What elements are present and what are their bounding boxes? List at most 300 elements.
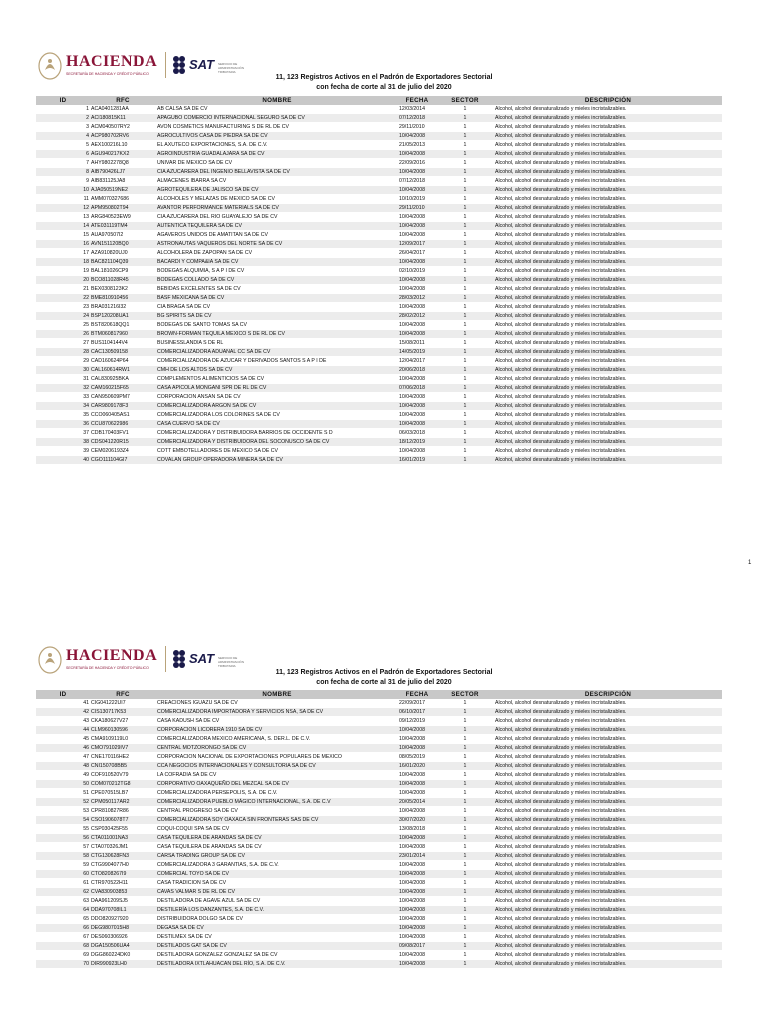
cell-rfc: CTO8208267I9	[90, 870, 156, 879]
cell-fecha: 28/02/2012	[398, 312, 436, 321]
cell-nombre: CIA AZUCARERA DEL RIO GUAYALEJO SA DE CV	[156, 213, 398, 222]
cell-descripcion: Alcohol, alcohol desnaturalizado y mieles incristalizables.	[494, 150, 722, 159]
cell-descripcion: Alcohol, alcohol desnaturalizado y mieles incristalizables.	[494, 807, 722, 816]
cell-descripcion: Alcohol, alcohol desnaturalizado y mieles incristalizables.	[494, 204, 722, 213]
cell-rfc: CPR810827R86	[90, 807, 156, 816]
cell-fecha: 09/12/2019	[398, 717, 436, 726]
table-row	[36, 753, 722, 762]
cell-sector: 1	[436, 897, 494, 906]
cell-fecha: 06/10/2017	[398, 708, 436, 717]
cell-id: 49	[36, 771, 90, 780]
cell-descripcion: Alcohol, alcohol desnaturalizado y mieles incristalizables.	[494, 222, 722, 231]
table-row	[36, 330, 722, 339]
cell-rfc: ACA0401281AA	[90, 105, 156, 114]
cell-nombre: CORPORATIVO OAXAQUEÑO DEL MEZCAL SA DE CV	[156, 780, 398, 789]
cell-id: 4	[36, 132, 90, 141]
cell-descripcion: Alcohol, alcohol desnaturalizado y mieles incristalizables.	[494, 276, 722, 285]
cell-sector: 1	[436, 159, 494, 168]
cell-rfc: AEX100216L10	[90, 141, 156, 150]
cell-id: 19	[36, 267, 90, 276]
table-row	[36, 816, 722, 825]
cell-fecha: 10/04/2008	[398, 915, 436, 924]
cell-descripcion: Alcohol, alcohol desnaturalizado y mieles incristalizables.	[494, 168, 722, 177]
cell-fecha: 10/04/2008	[398, 888, 436, 897]
cell-nombre: AGROINDUSTRIA GUADALAJARA SA DE CV	[156, 150, 398, 159]
table-row	[36, 429, 722, 438]
table-row	[36, 141, 722, 150]
cell-fecha: 28/03/2012	[398, 294, 436, 303]
cell-descripcion: Alcohol, alcohol desnaturalizado y mieles incristalizables.	[494, 888, 722, 897]
cell-sector: 1	[436, 780, 494, 789]
cell-rfc: CNE170116HE2	[90, 753, 156, 762]
cell-rfc: BME810910456	[90, 294, 156, 303]
title-line-2: con fecha de corte al 31 de julio del 2020	[316, 84, 452, 91]
cell-descripcion: Alcohol, alcohol desnaturalizado y mieles incristalizables.	[494, 780, 722, 789]
cell-id: 16	[36, 240, 90, 249]
cell-nombre: DESTILADORA DE AGAVE AZUL SA DE CV	[156, 897, 398, 906]
cell-fecha: 10/04/2008	[398, 870, 436, 879]
cell-rfc: CCU870622986	[90, 420, 156, 429]
table-row	[36, 195, 722, 204]
cell-id: 13	[36, 213, 90, 222]
table-row	[36, 240, 722, 249]
cell-nombre: AGROTEQUILERA DE JALISCO SA DE CV	[156, 186, 398, 195]
column-header-sector: SECTOR	[436, 690, 494, 699]
cell-rfc: CAN950609PM7	[90, 393, 156, 402]
cell-nombre: COMERCIALIZADORA DE AZUCAR Y DERIVADOS SANTOS S A P I DE	[156, 357, 398, 366]
cell-id: 50	[36, 780, 90, 789]
cell-sector: 1	[436, 753, 494, 762]
cell-nombre: CASA TRADICION SA DE CV	[156, 879, 398, 888]
cell-descripcion: Alcohol, alcohol desnaturalizado y mieles incristalizables.	[494, 879, 722, 888]
cell-fecha: 10/04/2008	[398, 771, 436, 780]
cell-fecha: 10/04/2008	[398, 447, 436, 456]
cell-id: 2	[36, 114, 90, 123]
table-header-row	[36, 96, 722, 105]
table-row	[36, 960, 722, 969]
cell-fecha: 12/09/2017	[398, 240, 436, 249]
cell-rfc: CIS130717K53	[90, 708, 156, 717]
table-row	[36, 735, 722, 744]
cell-nombre: COQUI-COQUI SPA SA DE CV	[156, 825, 398, 834]
cell-descripcion: Alcohol, alcohol desnaturalizado y mieles incristalizables.	[494, 330, 722, 339]
cell-nombre: BODEGAS COLLADO SA DE CV	[156, 276, 398, 285]
cell-sector: 1	[436, 276, 494, 285]
cell-fecha: 12/03/2014	[398, 105, 436, 114]
cell-descripcion: Alcohol, alcohol desnaturalizado y mieles incristalizables.	[494, 321, 722, 330]
cell-nombre: CIA BRAGA SA DE CV	[156, 303, 398, 312]
cell-descripcion: Alcohol, alcohol desnaturalizado y mieles incristalizables.	[494, 708, 722, 717]
table-row	[36, 159, 722, 168]
cell-id: 43	[36, 717, 90, 726]
cell-id: 25	[36, 321, 90, 330]
cell-id: 23	[36, 303, 90, 312]
table-row	[36, 321, 722, 330]
cell-fecha: 10/04/2008	[398, 186, 436, 195]
cell-fecha: 10/04/2008	[398, 231, 436, 240]
cell-id: 61	[36, 879, 90, 888]
cell-fecha: 18/12/2019	[398, 438, 436, 447]
column-header-id: ID	[36, 96, 90, 105]
cell-descripcion: Alcohol, alcohol desnaturalizado y mieles incristalizables.	[494, 726, 722, 735]
cell-rfc: BST820618QQ1	[90, 321, 156, 330]
cell-fecha: 10/04/2008	[398, 780, 436, 789]
cell-descripcion: Alcohol, alcohol desnaturalizado y mieles incristalizables.	[494, 735, 722, 744]
cell-nombre: AGAVEROS UNIDOS DE AMATITAN SA DE CV	[156, 231, 398, 240]
cell-sector: 1	[436, 924, 494, 933]
cell-id: 58	[36, 852, 90, 861]
cell-fecha: 10/04/2008	[398, 807, 436, 816]
cell-id: 31	[36, 375, 90, 384]
cell-sector: 1	[436, 240, 494, 249]
cell-rfc: CAC130509158	[90, 348, 156, 357]
cell-id: 46	[36, 744, 90, 753]
cell-sector: 1	[436, 321, 494, 330]
column-header-id: ID	[36, 690, 90, 699]
cell-sector: 1	[436, 825, 494, 834]
cell-rfc: CAL830925BKA	[90, 375, 156, 384]
cell-sector: 1	[436, 150, 494, 159]
cell-rfc: CDS041220R15	[90, 438, 156, 447]
cell-rfc: CEM0206193Z4	[90, 447, 156, 456]
cell-nombre: APAGUBO COMERCIO INTERNACIONAL SEGURO SA DE CV	[156, 114, 398, 123]
cell-descripcion: Alcohol, alcohol desnaturalizado y mieles incristalizables.	[494, 312, 722, 321]
cell-id: 56	[36, 834, 90, 843]
page-number: 1	[748, 560, 752, 566]
cell-fecha: 10/04/2008	[398, 393, 436, 402]
cell-nombre: ALMACENES IBARRA SA CV	[156, 177, 398, 186]
cell-sector: 1	[436, 420, 494, 429]
cell-nombre: COMERCIALIZADORA Y DISTRIBUIDORA DEL SOCONUSCO SA DE CV	[156, 438, 398, 447]
cell-fecha: 10/04/2008	[398, 132, 436, 141]
cell-sector: 1	[436, 285, 494, 294]
table-row	[36, 312, 722, 321]
cell-nombre: COMERCIALIZADORA SOY OAXACA SIN FRONTERAS SAS DE CV	[156, 816, 398, 825]
cell-nombre: BUSINESSLANDIA S DE RL	[156, 339, 398, 348]
table-row	[36, 924, 722, 933]
cell-rfc: ARG840523EW9	[90, 213, 156, 222]
cell-sector: 1	[436, 456, 494, 465]
cell-rfc: AZA910820UJ0	[90, 249, 156, 258]
column-header-rfc: RFC	[90, 690, 156, 699]
cell-nombre: COMERCIALIZADORA IMPORTADORA Y SERVICIOS NSA, SA DE CV	[156, 708, 398, 717]
table-row	[36, 798, 722, 807]
cell-fecha: 08/05/2019	[398, 753, 436, 762]
cell-rfc: DAA961209SJ5	[90, 897, 156, 906]
cell-nombre: CASA TEQUILERA DE ARANDAS SA DE CV	[156, 834, 398, 843]
title-line-2: con fecha de corte al 31 de julio del 2020	[316, 679, 452, 686]
cell-fecha: 10/04/2008	[398, 744, 436, 753]
cell-fecha: 06/03/2018	[398, 429, 436, 438]
cell-nombre: DESTILMEX SA DE CV	[156, 933, 398, 942]
cell-rfc: CSP030425F55	[90, 825, 156, 834]
hacienda-subtitle: SECRETARÍA DE HACIENDA Y CRÉDITO PÚBLICO	[66, 666, 149, 670]
cell-id: 22	[36, 294, 90, 303]
cell-sector: 1	[436, 168, 494, 177]
cell-sector: 1	[436, 258, 494, 267]
cell-sector: 1	[436, 411, 494, 420]
cell-sector: 1	[436, 177, 494, 186]
cell-nombre: CREACIONES IGUAZU SA DE CV	[156, 699, 398, 708]
cell-sector: 1	[436, 375, 494, 384]
title-line-1: 11, 123 Registros Activos en el Padrón de Exportadores Sectorial	[275, 74, 493, 81]
cell-fecha: 10/04/2008	[398, 906, 436, 915]
cell-rfc: BCO811028R45	[90, 276, 156, 285]
cell-nombre: COMPLEMENTOS ALIMENTICIOS SA DE CV	[156, 375, 398, 384]
cell-fecha: 10/04/2008	[398, 303, 436, 312]
cell-id: 8	[36, 168, 90, 177]
column-header-descripcion: DESCRIPCIÓN	[494, 96, 722, 105]
cell-rfc: AGU940217KX2	[90, 150, 156, 159]
cell-id: 14	[36, 222, 90, 231]
cell-fecha: 15/08/2011	[398, 339, 436, 348]
cell-descripcion: Alcohol, alcohol desnaturalizado y mieles incristalizables.	[494, 438, 722, 447]
cell-id: 64	[36, 906, 90, 915]
cell-sector: 1	[436, 834, 494, 843]
cell-fecha: 10/04/2008	[398, 960, 436, 969]
cell-descripcion: Alcohol, alcohol desnaturalizado y mieles incristalizables.	[494, 861, 722, 870]
cell-nombre: AB CALSA SA DE CV	[156, 105, 398, 114]
cell-id: 40	[36, 456, 90, 465]
cell-descripcion: Alcohol, alcohol desnaturalizado y mieles incristalizables.	[494, 771, 722, 780]
table-row	[36, 294, 722, 303]
table-row	[36, 807, 722, 816]
table-row	[36, 438, 722, 447]
cell-fecha: 14/05/2019	[398, 348, 436, 357]
cell-descripcion: Alcohol, alcohol desnaturalizado y mieles incristalizables.	[494, 789, 722, 798]
cell-sector: 1	[436, 699, 494, 708]
cell-rfc: BUS1104144V4	[90, 339, 156, 348]
cell-id: 65	[36, 915, 90, 924]
cell-nombre: AVON COSMETICS MANUFACTURING S DE RL DE CV	[156, 123, 398, 132]
cell-descripcion: Alcohol, alcohol desnaturalizado y mieles incristalizables.	[494, 834, 722, 843]
table-row	[36, 708, 722, 717]
cell-id: 47	[36, 753, 90, 762]
cell-descripcion: Alcohol, alcohol desnaturalizado y mieles incristalizables.	[494, 717, 722, 726]
cell-sector: 1	[436, 141, 494, 150]
cell-nombre: BODEGAS DE SANTO TOMAS SA CV	[156, 321, 398, 330]
cell-rfc: AUA970507I2	[90, 231, 156, 240]
cell-id: 28	[36, 348, 90, 357]
column-header-rfc: RFC	[90, 96, 156, 105]
cell-rfc: CPM050117AR2	[90, 798, 156, 807]
cell-nombre: COVALAN GROUP OPERADORA MINERA SA DE CV	[156, 456, 398, 465]
column-header-fecha: FECHA	[398, 690, 436, 699]
registry-table	[36, 690, 722, 969]
cell-nombre: ALCOHOLERA DE ZAPOPAN SA DE CV	[156, 249, 398, 258]
cell-rfc: CTR970522H11	[90, 879, 156, 888]
cell-sector: 1	[436, 906, 494, 915]
cell-fecha: 22/09/2017	[398, 699, 436, 708]
cell-nombre: DESTILADOS GAT SA DE CV	[156, 942, 398, 951]
cell-id: 27	[36, 339, 90, 348]
table-row	[36, 852, 722, 861]
cell-rfc: DDO820927920	[90, 915, 156, 924]
cell-sector: 1	[436, 771, 494, 780]
cell-descripcion: Alcohol, alcohol desnaturalizado y mieles incristalizables.	[494, 213, 722, 222]
table-row	[36, 762, 722, 771]
table-row	[36, 150, 722, 159]
cell-nombre: BODEGAS ALQUIMIA, S A P I DE CV	[156, 267, 398, 276]
cell-id: 7	[36, 159, 90, 168]
cell-fecha: 10/04/2008	[398, 285, 436, 294]
cell-nombre: CENTRAL PROGRESO SA DE CV	[156, 807, 398, 816]
cell-sector: 1	[436, 294, 494, 303]
cell-rfc: AJA050519NE2	[90, 186, 156, 195]
cell-sector: 1	[436, 384, 494, 393]
cell-sector: 1	[436, 186, 494, 195]
cell-sector: 1	[436, 735, 494, 744]
cell-descripcion: Alcohol, alcohol desnaturalizado y mieles incristalizables.	[494, 420, 722, 429]
cell-descripcion: Alcohol, alcohol desnaturalizado y mieles incristalizables.	[494, 744, 722, 753]
cell-nombre: COMERCIALIZADORA 3 GARANTIAS, S.A. DE C.V.	[156, 861, 398, 870]
cell-fecha: 21/05/2013	[398, 141, 436, 150]
table-row	[36, 357, 722, 366]
cell-nombre: COMERCIALIZADORA LOS COLORINES SA DE CV	[156, 411, 398, 420]
cell-rfc: BAC821104Q39	[90, 258, 156, 267]
cell-nombre: CASA CUERVO SA DE CV	[156, 420, 398, 429]
cell-rfc: CLM960130596	[90, 726, 156, 735]
sat-wordmark: SAT	[189, 57, 215, 72]
cell-descripcion: Alcohol, alcohol desnaturalizado y mieles incristalizables.	[494, 411, 722, 420]
table-row	[36, 834, 722, 843]
sat-subtitle: SERVICIO DE ADMINISTRACIÓN TRIBUTARIA	[218, 62, 245, 74]
cell-rfc: CPE070515LB7	[90, 789, 156, 798]
cell-rfc: CAM160215F65	[90, 384, 156, 393]
cell-fecha: 10/04/2008	[398, 735, 436, 744]
cell-nombre: CENTRAL MOTZORONGO SA DE CV	[156, 744, 398, 753]
cell-rfc: DGA150506UA4	[90, 942, 156, 951]
cell-id: 20	[36, 276, 90, 285]
cell-rfc: ACP980702RV6	[90, 132, 156, 141]
column-header-sector: SECTOR	[436, 96, 494, 105]
cell-sector: 1	[436, 330, 494, 339]
table-row	[36, 375, 722, 384]
cell-id: 39	[36, 447, 90, 456]
cell-descripcion: Alcohol, alcohol desnaturalizado y mieles incristalizables.	[494, 798, 722, 807]
cell-descripcion: Alcohol, alcohol desnaturalizado y mieles incristalizables.	[494, 177, 722, 186]
cell-id: 59	[36, 861, 90, 870]
table-row	[36, 717, 722, 726]
cell-sector: 1	[436, 447, 494, 456]
cell-rfc: CAD160624P64	[90, 357, 156, 366]
table-row	[36, 348, 722, 357]
table-row	[36, 231, 722, 240]
table-row	[36, 888, 722, 897]
cell-rfc: CTA070326JM1	[90, 843, 156, 852]
cell-fecha: 10/04/2008	[398, 411, 436, 420]
cell-nombre: COMERCIALIZADORA MEXICO AMERICANA, S. DER.L. DE C.V.	[156, 735, 398, 744]
cell-rfc: DGG860224DK0	[90, 951, 156, 960]
cell-id: 32	[36, 384, 90, 393]
cell-sector: 1	[436, 267, 494, 276]
cell-nombre: CASA APICOLA MONGANI SPR DE RL DE CV	[156, 384, 398, 393]
cell-descripcion: Alcohol, alcohol desnaturalizado y mieles incristalizables.	[494, 357, 722, 366]
cell-rfc: CDB170403FV1	[90, 429, 156, 438]
cell-rfc: CSO1906078T7	[90, 816, 156, 825]
cell-rfc: AVN151120BQ0	[90, 240, 156, 249]
cell-sector: 1	[436, 726, 494, 735]
cell-descripcion: Alcohol, alcohol desnaturalizado y mieles incristalizables.	[494, 114, 722, 123]
cell-descripcion: Alcohol, alcohol desnaturalizado y mieles incristalizables.	[494, 231, 722, 240]
cell-fecha: 07/12/2018	[398, 114, 436, 123]
cell-descripcion: Alcohol, alcohol desnaturalizado y mieles incristalizables.	[494, 186, 722, 195]
cell-descripcion: Alcohol, alcohol desnaturalizado y mieles incristalizables.	[494, 294, 722, 303]
cell-id: 41	[36, 699, 90, 708]
cell-nombre: COMERCIALIZADORA ADUANAL CC SA DE CV	[156, 348, 398, 357]
cell-sector: 1	[436, 366, 494, 375]
cell-id: 57	[36, 843, 90, 852]
table-row	[36, 105, 722, 114]
cell-nombre: ALCOHOLES Y MELAZAS DE MEXICO SA DE CV	[156, 195, 398, 204]
cell-rfc: CAR9809178F3	[90, 402, 156, 411]
cell-descripcion: Alcohol, alcohol desnaturalizado y mieles incristalizables.	[494, 897, 722, 906]
table-row	[36, 384, 722, 393]
cell-fecha: 10/04/2008	[398, 168, 436, 177]
table-row	[36, 861, 722, 870]
cell-id: 26	[36, 330, 90, 339]
cell-fecha: 10/04/2008	[398, 861, 436, 870]
cell-sector: 1	[436, 438, 494, 447]
cell-id: 15	[36, 231, 90, 240]
cell-rfc: CCO060405AS1	[90, 411, 156, 420]
table-row	[36, 879, 722, 888]
sat-wordmark: SAT	[189, 651, 215, 666]
table-row	[36, 186, 722, 195]
cell-descripcion: Alcohol, alcohol desnaturalizado y mieles incristalizables.	[494, 267, 722, 276]
cell-rfc: BEX0308123K2	[90, 285, 156, 294]
cell-nombre: COMERCIALIZADORA ARGON SA DE CV	[156, 402, 398, 411]
cell-rfc: BTM060817960	[90, 330, 156, 339]
cell-id: 5	[36, 141, 90, 150]
cell-id: 48	[36, 762, 90, 771]
cell-fecha: 10/04/2008	[398, 834, 436, 843]
cell-rfc: COF910520V79	[90, 771, 156, 780]
table-row	[36, 744, 722, 753]
cell-sector: 1	[436, 816, 494, 825]
cell-id: 55	[36, 825, 90, 834]
cell-nombre: DESTILADORA GONZALEZ GONZALEZ SA DE CV	[156, 951, 398, 960]
table-row	[36, 726, 722, 735]
cell-descripcion: Alcohol, alcohol desnaturalizado y mieles incristalizables.	[494, 123, 722, 132]
table-row	[36, 285, 722, 294]
cell-fecha: 10/04/2008	[398, 402, 436, 411]
cell-id: 17	[36, 249, 90, 258]
cell-sector: 1	[436, 123, 494, 132]
cell-descripcion: Alcohol, alcohol desnaturalizado y mieles incristalizables.	[494, 753, 722, 762]
cell-sector: 1	[436, 249, 494, 258]
cell-descripcion: Alcohol, alcohol desnaturalizado y mieles incristalizables.	[494, 816, 722, 825]
cell-sector: 1	[436, 312, 494, 321]
cell-descripcion: Alcohol, alcohol desnaturalizado y mieles incristalizables.	[494, 375, 722, 384]
cell-rfc: AMM070327686	[90, 195, 156, 204]
cell-descripcion: Alcohol, alcohol desnaturalizado y mieles incristalizables.	[494, 339, 722, 348]
cell-fecha: 10/04/2008	[398, 150, 436, 159]
cell-id: 70	[36, 960, 90, 969]
cell-nombre: BROWN-FORMAN TEQUILA MEXICO S DE RL DE CV	[156, 330, 398, 339]
table-row	[36, 780, 722, 789]
table-row	[36, 132, 722, 141]
cell-id: 21	[36, 285, 90, 294]
cell-fecha: 20/05/2014	[398, 798, 436, 807]
cell-id: 44	[36, 726, 90, 735]
table-row	[36, 177, 722, 186]
cell-fecha: 10/04/2008	[398, 789, 436, 798]
cell-fecha: 26/04/2017	[398, 249, 436, 258]
cell-fecha: 10/04/2008	[398, 258, 436, 267]
cell-fecha: 10/04/2008	[398, 420, 436, 429]
cell-nombre: LA COFRADIA SA DE CV	[156, 771, 398, 780]
